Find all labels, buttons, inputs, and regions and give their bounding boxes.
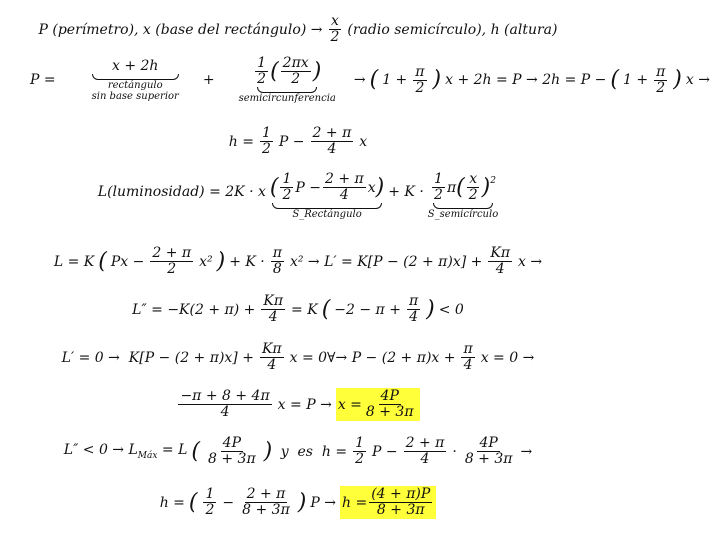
line-maximum: $L'' < 0 \to L_{Máx} = L$ ( $\frac{4P}{8 + 3\pi}$ ) y es h = $\frac{1}{2}$ P − $\frac{2 + \pi}{4}$ · $\frac{4P}{8 + 3\pi}$ → [63, 435, 533, 467]
plus-sign: + [202, 72, 215, 88]
rect-area-label: S_Rectángulo [292, 209, 362, 220]
rectangle-term-text: x + 2h [111, 58, 159, 74]
rectangle-term [92, 58, 179, 102]
rectangle-sublabel: sin base superior [91, 91, 179, 102]
semicircle-label: semicircunferencia [238, 93, 336, 104]
line-expansion: L = K ( Px − $\frac{2 + \pi}{2}$ x² ) + K · $\frac{\pi}{8}$ x² → L′ = K[P − (2 + π)x] + $\frac{K\pi}{4}$ x → [53, 245, 543, 277]
line-definitions: P (perímetro), x (base del rectángulo) → $\frac{x}{2}$ (radio semicírculo), h (altura) [38, 13, 558, 45]
line-second-derivative: L″ = −K(2 + π) + $\frac{K\pi}{4}$ = K ( −2 − π + $\frac{\pi}{4}$ ) < 0 [132, 293, 464, 325]
line-height: h = $\frac{1}{2}$ P − $\frac{2 + \pi}{4}$ x [228, 125, 368, 157]
semi-area-label: S_semicírculo [427, 209, 499, 220]
line-perimeter: P = x + 2h rectángulo sin base superior + $\frac{1}{2}$ ( $\frac{2\pi x}{2}$ ) semicircunferencia → ( 1 + $\frac{\pi}{2}$ ) x + 2h = P → 2h = P − ( 1 + $\frac{\pi}{2}$ ) x → [30, 55, 710, 104]
perimeter-lhs: P = [30, 72, 56, 88]
h-result-highlight: h = $\frac{(4 + \pi)P}{8 + 3\pi}$ [340, 486, 436, 519]
line-solve-x: $\frac{-\pi + 8 + 4\pi}{4}$ x = P → x = $\frac{4P}{8 + 3\pi}$ [0, 388, 596, 421]
line-luminosity: L(luminosidad) = 2K · x ( $\frac{1}{2}$ P − $\frac{2 + \pi}{4}$ x ) S_Rectángulo + K · $\frac{1}{2}$ π ( $\frac{x}{2}$ ) $^2$ S_semicírculo [97, 171, 499, 220]
x-result-highlight: x = $\frac{4P}{8 + 3\pi}$ [336, 388, 420, 421]
line-solve-h: h = ( $\frac{1}{2}$ − $\frac{2 + \pi}{8 + 3\pi}$ ) P → h = $\frac{(4 + \pi)P}{8 + 3\pi}$ [0, 486, 596, 519]
semicircle-term: $\frac{1}{2}$ ( $\frac{2\pi x}{2}$ ) semicircunferencia [238, 55, 336, 104]
line-critical-point: L′ = 0 → K[P − (2 + π)x] + $\frac{K\pi}{4}$ x = 0∀→ P − (2 + π)x + $\frac{\pi}{4}$ x = 0 → [61, 341, 535, 373]
rectangle-label: rectángulo [107, 80, 163, 91]
